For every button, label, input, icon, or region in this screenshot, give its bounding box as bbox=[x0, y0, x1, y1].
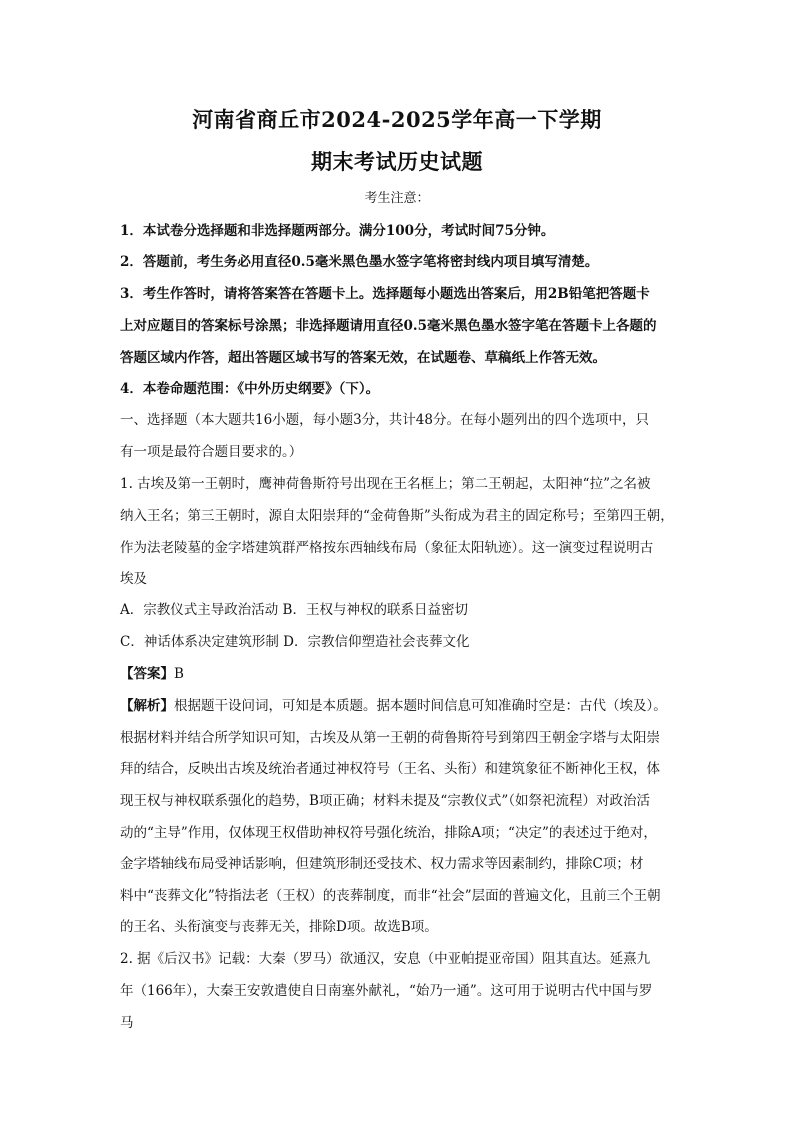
q2-stem-line: 年（166年），大秦王安敦遣使自日南塞外献礼，“始乃一通”。这可用于说明古代中国与罗 bbox=[120, 983, 653, 999]
q1-analysis-line: 现王权与神权联系强化的趋势，B项正确；材料未提及“宗教仪式”（如祭祀流程）对政治活 bbox=[120, 793, 650, 809]
q1-analysis-line: 金字塔轴线布局受神话影响，但建筑形制还受技术、权力需求等因素制约，排除C项；材 bbox=[120, 856, 644, 872]
notice-heading: 考生注意： bbox=[364, 191, 430, 206]
q1-stem-line: 埃及 bbox=[120, 571, 147, 587]
q1-analysis-line: 的王名、头衔演变与丧葬无关，排除D项。故选B项。 bbox=[120, 919, 438, 935]
section-heading: 一、选择题（本大题共16小题，每小题3分，共计48分。在每小题列出的四个选项中，只 bbox=[120, 412, 649, 428]
answer-value: B bbox=[174, 666, 184, 682]
analysis-text: 根据题干设问词，可知是本质题。据本题时间信息可知准确时空是：古代（埃及）。 bbox=[174, 698, 667, 714]
notice-4: 4．本卷命题范围：《中外历史纲要》（下）。 bbox=[120, 381, 380, 397]
notice-3-cont: 上对应题目的答案标号涂黑；非选择题请用直径0.5毫米黑色墨水签字笔在答题卡上各题的 bbox=[120, 318, 657, 334]
q1-options-cd: C．神话体系决定建筑形制 D．宗教信仰塑造社会丧葬文化 bbox=[120, 634, 470, 650]
q1-answer bbox=[120, 662, 680, 682]
section-heading-cont: 有一项是最符合题目要求的。） bbox=[120, 444, 303, 460]
q1-analysis-line bbox=[120, 694, 680, 714]
q2-stem-line: 马 bbox=[120, 1015, 134, 1031]
notice-3: 3．考生作答时，请将答案答在答题卡上。选择题每小题选出答案后，用2B铅笔把答题卡 bbox=[120, 286, 650, 302]
exam-title-line2: 期末考试历史试题 bbox=[311, 149, 483, 174]
notice-3-cont2: 答题区域内作答，超出答题区域书写的答案无效，在试题卷、草稿纸上作答无效。 bbox=[120, 350, 606, 366]
q1-options-ab: A．宗教仪式主导政治活动 B．王权与神权的联系日益密切 bbox=[120, 602, 468, 618]
analysis-tag: 【解析】 bbox=[120, 698, 174, 714]
q1-analysis-line: 料中“丧葬文化”特指法老（王权）的丧葬制度，而非“社会”层面的普遍文化，且前三个王朝 bbox=[120, 888, 661, 904]
notice-1: 1．本试卷分选择题和非选择题两部分。满分100分，考试时间75分钟。 bbox=[120, 223, 555, 239]
q1-analysis-line: 拜的结合，反映出古埃及统治者通过神权符号（王名、头衔）和建筑象征不断神化王权，体 bbox=[120, 761, 660, 777]
q1-stem-line: 1. 古埃及第一王朝时，鹰神荷鲁斯符号出现在王名框上；第二王朝起，太阳神“拉”之名被 bbox=[120, 476, 651, 492]
q1-stem-line: 纳入王名；第三王朝时，源自太阳崇拜的“金荷鲁斯”头衔成为君主的固定称号；至第四王朝， bbox=[120, 508, 674, 524]
answer-tag: 【答案】 bbox=[120, 666, 174, 682]
exam-title-line1: 河南省商丘市2024-2025学年高一下学期 bbox=[192, 107, 602, 132]
q1-analysis-line: 动的“主导”作用，仅体现王权借助神权符号强化统治，排除A项；“决定”的表述过于绝对， bbox=[120, 825, 657, 841]
notice-2: 2．答题前，考生务必用直径0.5毫米黑色墨水签字笔将密封线内项目填写清楚。 bbox=[120, 254, 599, 270]
q1-stem-line: 作为法老陵墓的金字塔建筑群严格按东西轴线布局（象征太阳轨迹）。这一演变过程说明古 bbox=[120, 540, 654, 556]
q2-stem-line: 2. 据《后汉书》记载：大秦（罗马）欲通汉，安息（中亚帕提亚帝国）阻其直达。延熹九 bbox=[120, 951, 651, 967]
q1-analysis-line: 根据材料并结合所学知识可知，古埃及从第一王朝的荷鲁斯符号到第四王朝金字塔与太阳崇 bbox=[120, 730, 660, 746]
